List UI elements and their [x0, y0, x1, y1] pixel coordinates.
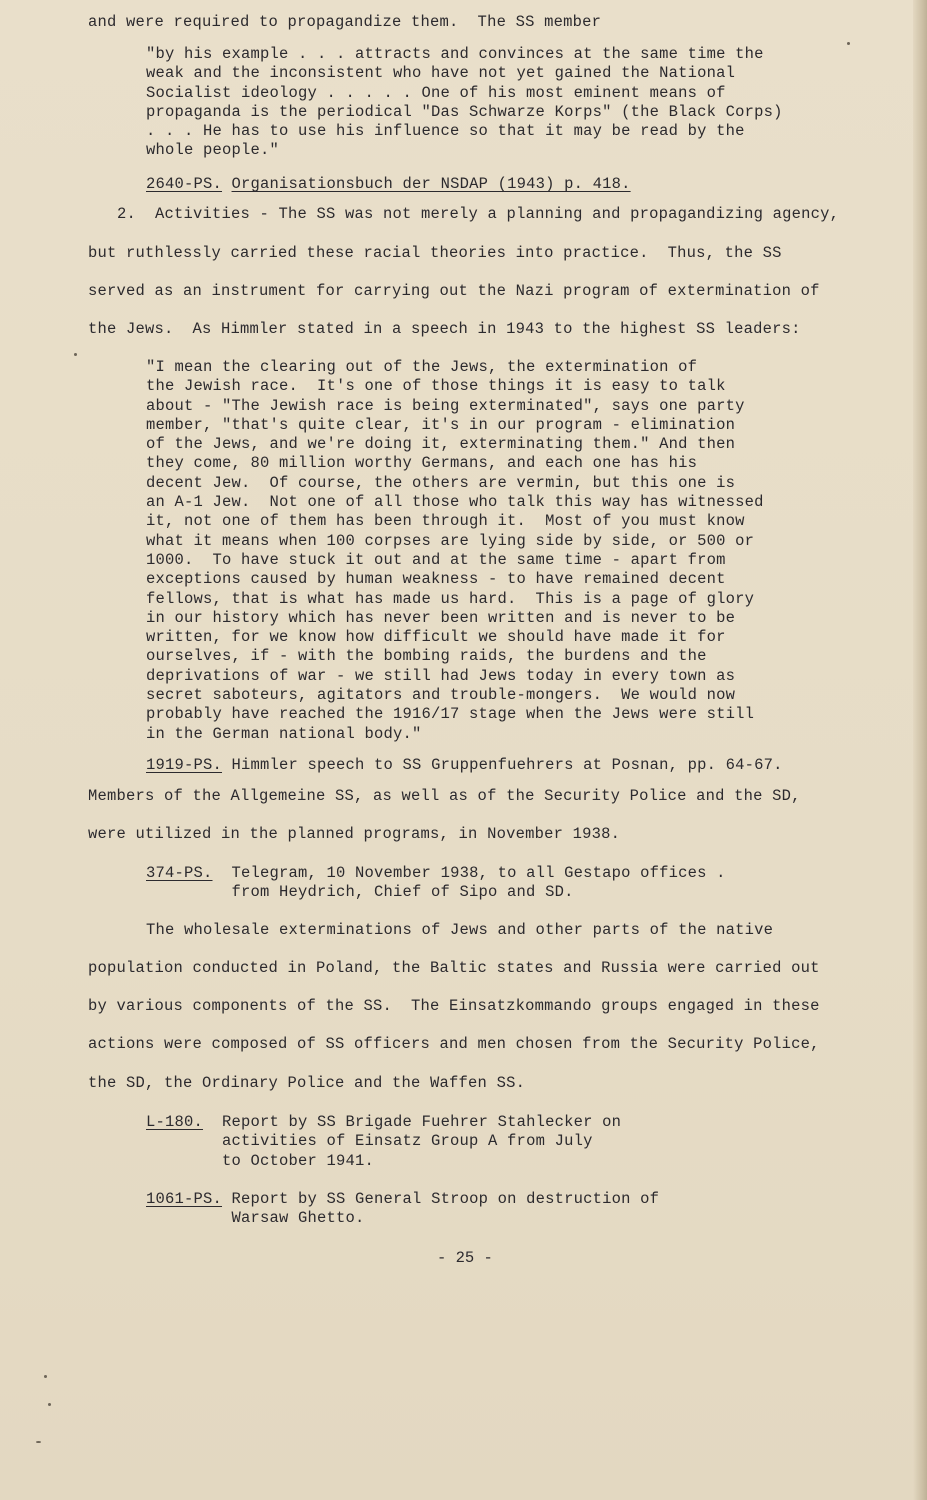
citation-text: Telegram, 10 November 1938, to all Gestapo offices .: [231, 864, 726, 882]
citation-text: to October 1941.: [222, 1151, 375, 1170]
text-line: actions were composed of SS officers and men chosen from the Security Police,: [88, 1035, 820, 1053]
text-line: the SD, the Ordinary Police and the Waffen SS.: [88, 1074, 526, 1092]
text-line: Members of the Allgemeine SS, as well as of the Security Police and the SD,: [88, 787, 801, 805]
citation-ref: 1061-PS.: [146, 1190, 223, 1208]
text-line: but ruthlessly carried these racial theories into practice. Thus, the SS: [88, 244, 782, 262]
quote-line: secret saboteurs, agitators and trouble-mongers. We would now: [146, 686, 736, 705]
paper-speck: [36, 1441, 41, 1443]
quote-line: whole people.": [146, 141, 280, 160]
quote-line: "by his example . . . attracts and convinces at the same time the: [146, 45, 764, 63]
quote-line: decent Jew. Of course, the others are vermin, but this one is: [146, 473, 736, 492]
quote-line: the Jewish race. It's one of those things it is easy to talk: [146, 377, 726, 396]
text-line: and were required to propagandize them. The SS member: [88, 13, 602, 31]
paper-speck: [48, 1403, 51, 1406]
citation: [146, 756, 783, 775]
quote-line: . . . He has to use his influence so that it may be read by the: [146, 122, 745, 141]
text-line: [117, 205, 839, 224]
text-line: population conducted in Poland, the Baltic states and Russia were carried out: [88, 959, 820, 977]
citation-text: Himmler speech to SS Gruppenfuehrers at Posnan, pp. 64-67.: [231, 756, 783, 774]
quote-line: probably have reached the 1916/17 stage when the Jews were still: [146, 705, 755, 724]
quote-line: member, "that's quite clear, it's in our program - elimination: [146, 415, 736, 434]
citation: [146, 864, 726, 903]
section-heading: 2. Activities - The SS was not merely a planning and propagandizing agency,: [117, 205, 840, 223]
page-number: - 25 -: [437, 1249, 493, 1267]
citation-ref: 374-PS.: [146, 864, 213, 882]
paper-speck: [847, 42, 850, 45]
text-line: were utilized in the planned programs, in November 1938.: [88, 825, 621, 843]
citation-text: Warsaw Ghetto.: [231, 1209, 365, 1228]
citation-ref: 2640-PS.: [146, 175, 223, 193]
quote-line: an A-1 Jew. Not one of all those who talk this way has witnessed: [146, 493, 764, 512]
paper-speck: [44, 1375, 47, 1378]
citation-text: Organisationsbuch der NSDAP (1943) p. 418.: [231, 175, 631, 193]
quote-line: fellows, that is what has made us hard. This is a page of glory: [146, 589, 755, 608]
quote-line: in the German national body.": [146, 724, 422, 743]
quote-line: Socialist ideology . . . . . One of his most eminent means of: [146, 83, 726, 102]
quote-line: about - "The Jewish race is being exterminated", says one party: [146, 396, 745, 415]
quote-line: weak and the inconsistent who have not yet gained the National: [146, 64, 736, 83]
quote-line: deprivations of war - we still had Jews today in every town as: [146, 666, 736, 685]
quote-line: 1000. To have stuck it out and at the same time - apart from: [146, 550, 726, 569]
quote-block: [146, 358, 764, 744]
text-line: the Jews. As Himmler stated in a speech in 1943 to the highest SS leaders:: [88, 320, 801, 338]
quote-line: it, not one of them has been through it. Most of you must know: [146, 512, 745, 531]
citation-text: from Heydrich, Chief of Sipo and SD.: [231, 883, 574, 902]
citation-ref: L-180.: [146, 1113, 204, 1131]
quote-line: "I mean the clearing out of the Jews, the extermination of: [146, 358, 698, 376]
page-edge: [913, 0, 927, 1500]
quote-line: exceptions caused by human weakness - to have remained decent: [146, 570, 726, 589]
quote-line: what it means when 100 corpses are lying side by side, or 500 or: [146, 531, 755, 550]
quote-line: ourselves, if - with the bombing raids, the burdens and the: [146, 647, 707, 666]
text-line: by various components of the SS. The Einsatzkommando groups engaged in these: [88, 997, 820, 1015]
text-line: The wholesale exterminations of Jews and other parts of the native: [146, 921, 774, 939]
quote-block: [146, 45, 783, 161]
quote-line: they come, 80 million worthy Germans, and each one has his: [146, 454, 698, 473]
quote-line: propaganda is the periodical "Das Schwarze Korps" (the Black Corps): [146, 102, 783, 121]
citation-text: activities of Einsatz Group A from July: [222, 1132, 593, 1151]
paper-speck: [74, 353, 77, 356]
citation-text: Report by SS Brigade Fuehrer Stahlecker on: [222, 1113, 622, 1131]
text-line: served as an instrument for carrying out the Nazi program of extermination of: [88, 282, 820, 300]
citation-text: Report by SS General Stroop on destruction of: [231, 1190, 660, 1208]
citation: [146, 1113, 621, 1171]
citation: [146, 1190, 659, 1229]
citation: [146, 175, 631, 194]
citation-ref: 1919-PS.: [146, 756, 223, 774]
quote-line: of the Jews, and we're doing it, exterminating them." And then: [146, 435, 736, 454]
quote-line: in our history which has never been written and is never to be: [146, 608, 736, 627]
quote-line: written, for we know how difficult we should have made it for: [146, 628, 726, 647]
